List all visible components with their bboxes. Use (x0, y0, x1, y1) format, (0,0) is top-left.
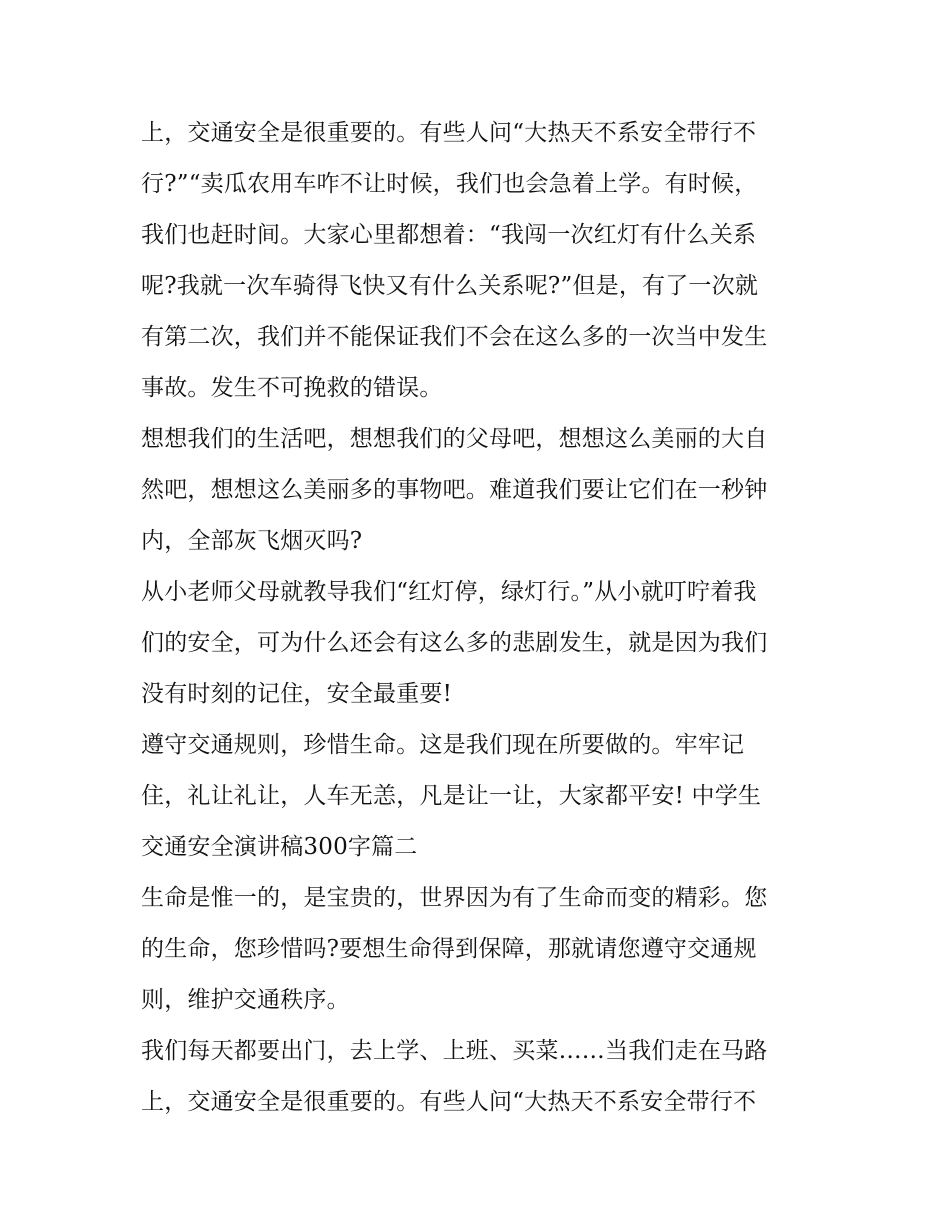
text-line: 想想我们的生活吧，想想我们的父母吧，想想这么美丽的大自 (141, 426, 768, 452)
text-line: 上，交通安全是很重要的。有些人问“大热天不系安全带行不 (141, 1089, 757, 1115)
text-line: 没有时刻的记住，安全最重要! (141, 681, 453, 707)
document-body (141, 108, 821, 1128)
text-line: 遵守交通规则，珍惜生命。这是我们现在所要做的。牢牢记 (141, 732, 745, 758)
text-line: 事故。发生不可挽救的错误。 (141, 375, 443, 401)
text-line: 我们也赶时间。大家心里都想着：“我闯一次红灯有什么关系 (141, 222, 757, 248)
text-line: 从小老师父母就教导我们“红灯停，绿灯行。”从小就叮咛着我 (141, 579, 757, 605)
text-line: 们的安全，可为什么还会有这么多的悲剧发生，就是因为我们 (141, 630, 768, 656)
text-line: 行?”“卖瓜农用车咋不让时候，我们也会急着上学。有时候， (141, 171, 758, 197)
text-line: 内，全部灰飞烟灭吗? (141, 528, 363, 554)
text-line: 我们每天都要出门，去上学、上班、买菜……当我们走在马路 (141, 1038, 768, 1064)
text-line: 然吧，想想这么美丽多的事物吧。难道我们要让它们在一秒钟 (141, 477, 768, 503)
text-line: 住，礼让礼让，人车无恙，凡是让一让，大家都平安! 中学生 (141, 783, 762, 809)
text-line: 的生命，您珍惜吗?要想生命得到保障，那就请您遵守交通规 (141, 936, 757, 962)
text-line: 有第二次，我们并不能保证我们不会在这么多的一次当中发生 (141, 324, 768, 350)
section-heading: 交通安全演讲稿300字篇二 (141, 834, 418, 860)
text-line: 则，维护交通秩序。 (141, 987, 350, 1013)
text-line: 呢?我就一次车骑得飞快又有什么关系呢?”但是，有了一次就 (141, 273, 759, 299)
text-line: 上，交通安全是很重要的。有些人问“大热天不系安全带行不 (141, 120, 757, 146)
text-line: 生命是惟一的，是宝贵的，世界因为有了生命而变的精彩。您 (141, 885, 768, 911)
